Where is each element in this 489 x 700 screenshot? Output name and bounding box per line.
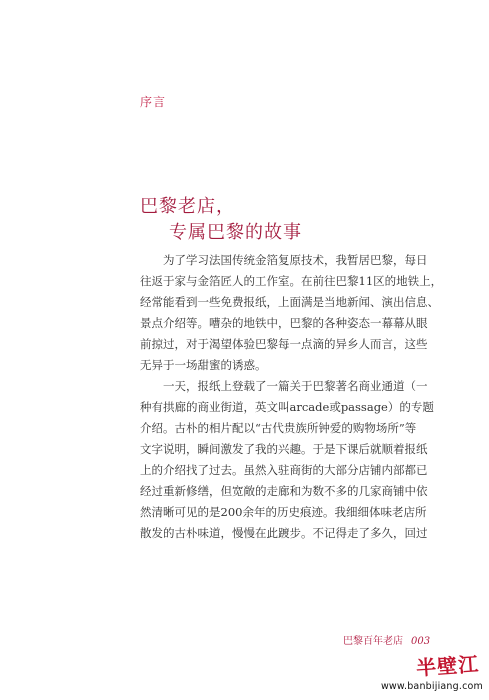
body-line: 种有拱廊的商业街道，英文叫arcade或passage）的专题 — [140, 400, 434, 414]
body-line: 然清晰可见的是200余年的历史痕迹。我细细体味老店所 — [140, 505, 427, 519]
body-line: 无异于一场甜蜜的诱惑。 — [140, 358, 267, 372]
body-line: 景点介绍等。嘈杂的地铁中，巴黎的各种姿态一幕幕从眼 — [140, 316, 428, 330]
body-line: 往返于家与金箔匠人的工作室。在前往巴黎11区的地铁上， — [140, 274, 442, 288]
watermark-logo: 半壁江 — [415, 651, 480, 681]
chapter-title-line-1: 巴黎老店， — [140, 196, 235, 217]
body-line: 上的介绍找了过去。虽然入驻商街的大部分店铺内部都已 — [140, 463, 428, 477]
body-text — [140, 250, 442, 376]
chapter-title-line-2: 专属巴黎的故事 — [169, 222, 302, 243]
body-line: 文字说明，瞬间激发了我的兴趣。于是下课后就顺着报纸 — [140, 442, 428, 456]
body-line: 散发的古朴味道，慢慢在此踱步。不记得走了多久，回过 — [140, 526, 428, 540]
body-line: 为了学习法国传统金箔复原技术，我暂居巴黎，每日 — [140, 253, 428, 267]
body-line: 经常能看到一些免费报纸，上面满是当地新闻、演出信息、 — [140, 295, 439, 309]
page-number: 003 — [411, 636, 431, 647]
body-line: 介绍。古朴的相片配以“古代贵族所钟爱的购物场所”等 — [140, 421, 417, 435]
watermark-url: www.banbijiang.com — [380, 681, 483, 692]
body-line: 一天，报纸上登载了一篇关于巴黎著名商业通道（一 — [140, 379, 428, 393]
body-line: 前掠过，对于渴望体验巴黎每一点滴的异乡人而言，这些 — [140, 337, 428, 351]
footer-book-title: 巴黎百年老店 — [343, 636, 403, 647]
section-label: 序言 — [140, 95, 167, 109]
body-line: 经过重新修缮，但宽敞的走廊和为数不多的几家商铺中依 — [140, 484, 428, 498]
body-text-paragraph-2 — [140, 376, 442, 544]
page-footer — [343, 632, 430, 647]
